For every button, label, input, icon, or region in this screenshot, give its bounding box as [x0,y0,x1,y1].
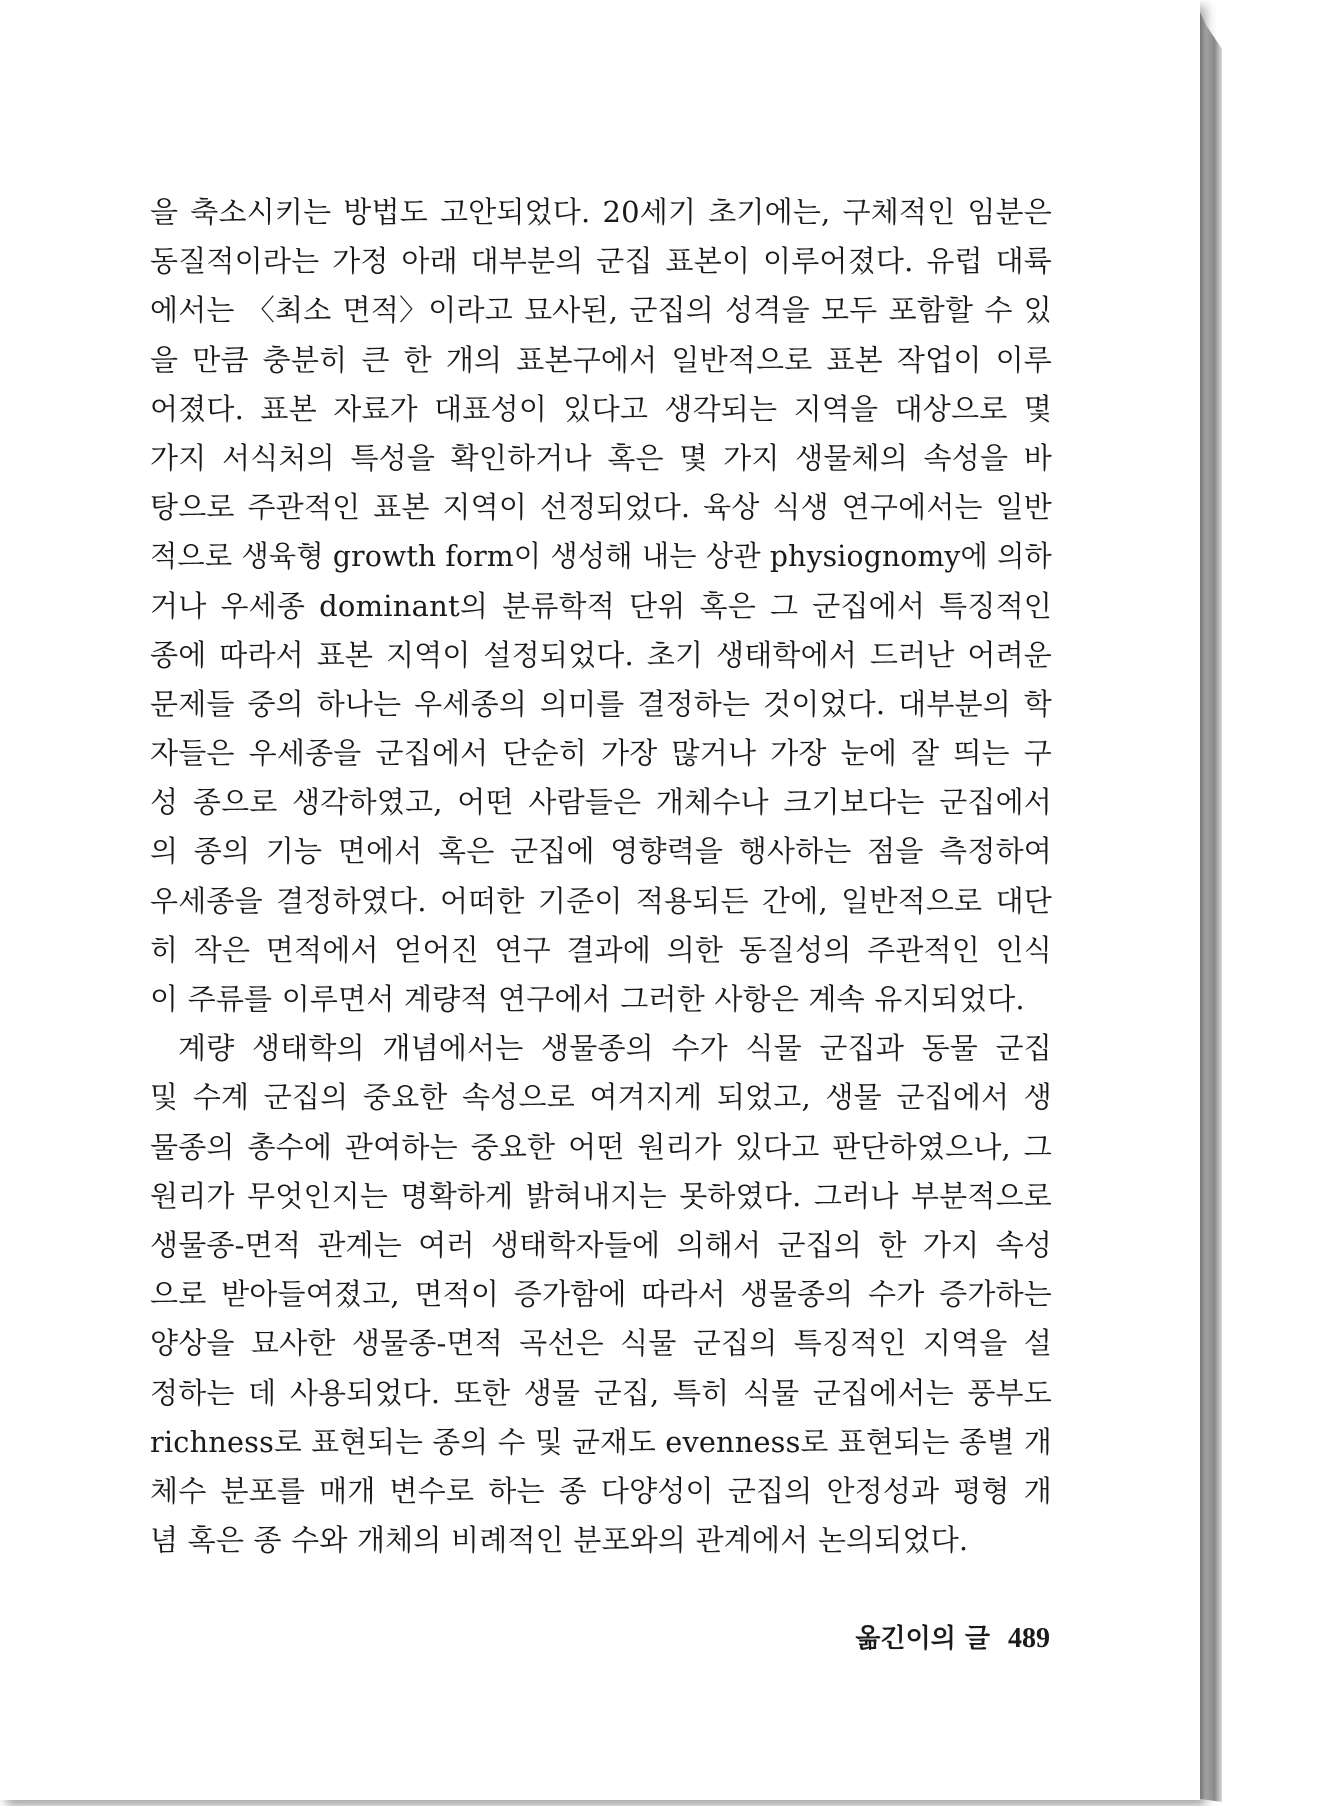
text-line: 에서는 〈최소 면적〉이라고 묘사된, 군집의 성격을 모두 포함할 수 있 [150,293,1052,328]
text-line: 의 종의 기능 면에서 혹은 군집에 영향력을 행사하는 점을 측정하여 [150,834,1052,869]
text-line: 양상을 묘사한 생물종-면적 곡선은 식물 군집의 특징적인 지역을 설 [150,1326,1052,1361]
text-line: 거나 우세종 dominant의 분류학적 단위 혹은 그 군집에서 특징적인 [150,588,1052,623]
text-line: 탕으로 주관적인 표본 지역이 선정되었다. 육상 식생 연구에서는 일반 [150,490,1052,525]
text-line: 을 만큼 충분히 큰 한 개의 표본구에서 일반적으로 표본 작업이 이루 [150,342,1052,377]
text-line: 생물종-면적 관계는 여러 생태학자들에 의해서 군집의 한 가지 속성 [150,1227,1052,1262]
text-line: 및 수계 군집의 중요한 속성으로 여겨지게 되었고, 생물 군집에서 생 [150,1080,1052,1115]
text-line: 우세종을 결정하였다. 어떠한 기준이 적용되든 간에, 일반적으로 대단 [150,883,1052,918]
text-line: 정하는 데 사용되었다. 또한 생물 군집, 특히 식물 군집에서는 풍부도 [150,1375,1052,1410]
text-line: 자들은 우세종을 군집에서 단순히 가장 많거나 가장 눈에 잘 띄는 구 [150,736,1052,771]
text-line: 문제들 중의 하나는 우세종의 의미를 결정하는 것이었다. 대부분의 학 [150,686,1052,721]
text-line: 물종의 총수에 관여하는 중요한 어떤 원리가 있다고 판단하였으나, 그 [150,1129,1052,1164]
text-line: 으로 받아들여졌고, 면적이 증가함에 따라서 생물종의 수가 증가하는 [150,1277,1052,1312]
text-line: 동질적이라는 가정 아래 대부분의 군집 표본이 이루어졌다. 유럽 대륙 [150,244,1052,279]
text-line: 체수 분포를 매개 변수로 하는 종 다양성이 군집의 안정성과 평형 개 [150,1473,1052,1508]
running-footer-label: 옮긴이의 글 [855,1624,990,1654]
text-line: 가지 서식처의 특성을 확인하거나 혹은 몇 가지 생물체의 속성을 바 [150,440,1052,475]
text-line: 적으로 생육형 growth form이 생성해 내는 상관 physiognomy에 의하 [150,539,1052,574]
text-line: 을 축소시키는 방법도 고안되었다. 20세기 초기에는, 구체적인 임분은 [150,195,1052,229]
text-line: 어졌다. 표본 자료가 대표성이 있다고 생각되는 지역을 대상으로 몇 [150,391,1052,426]
page-number: 489 [1008,1623,1050,1654]
text-line: 성 종으로 생각하였고, 어떤 사람들은 개체수나 크기보다는 군집에서 [150,785,1052,820]
paragraph-end-line: 념 혹은 종 수와 개체의 비례적인 분포와의 관계에서 논의되었다. [150,1523,969,1558]
page-footer [850,1618,1050,1655]
text-line: 원리가 무엇인지는 명확하게 밝혀내지는 못하였다. 그러나 부분적으로 [150,1178,1052,1213]
text-line: 종에 따라서 표본 지역이 설정되었다. 초기 생태학에서 드러난 어려운 [150,637,1052,672]
body-text [150,188,1052,1565]
text-line: richness로 표현되는 종의 수 및 균재도 evenness로 표현되는 종별 개 [150,1424,1052,1459]
paragraph-start-line: 계량 생태학의 개념에서는 생물종의 수가 식물 군집과 동물 군집 [178,1031,1052,1066]
text-line: 히 작은 면적에서 얻어진 연구 결과에 의한 동질성의 주관적인 인식 [150,932,1052,967]
paragraph-end-line: 이 주류를 이루면서 계량적 연구에서 그러한 사항은 계속 유지되었다. [150,982,1025,1016]
